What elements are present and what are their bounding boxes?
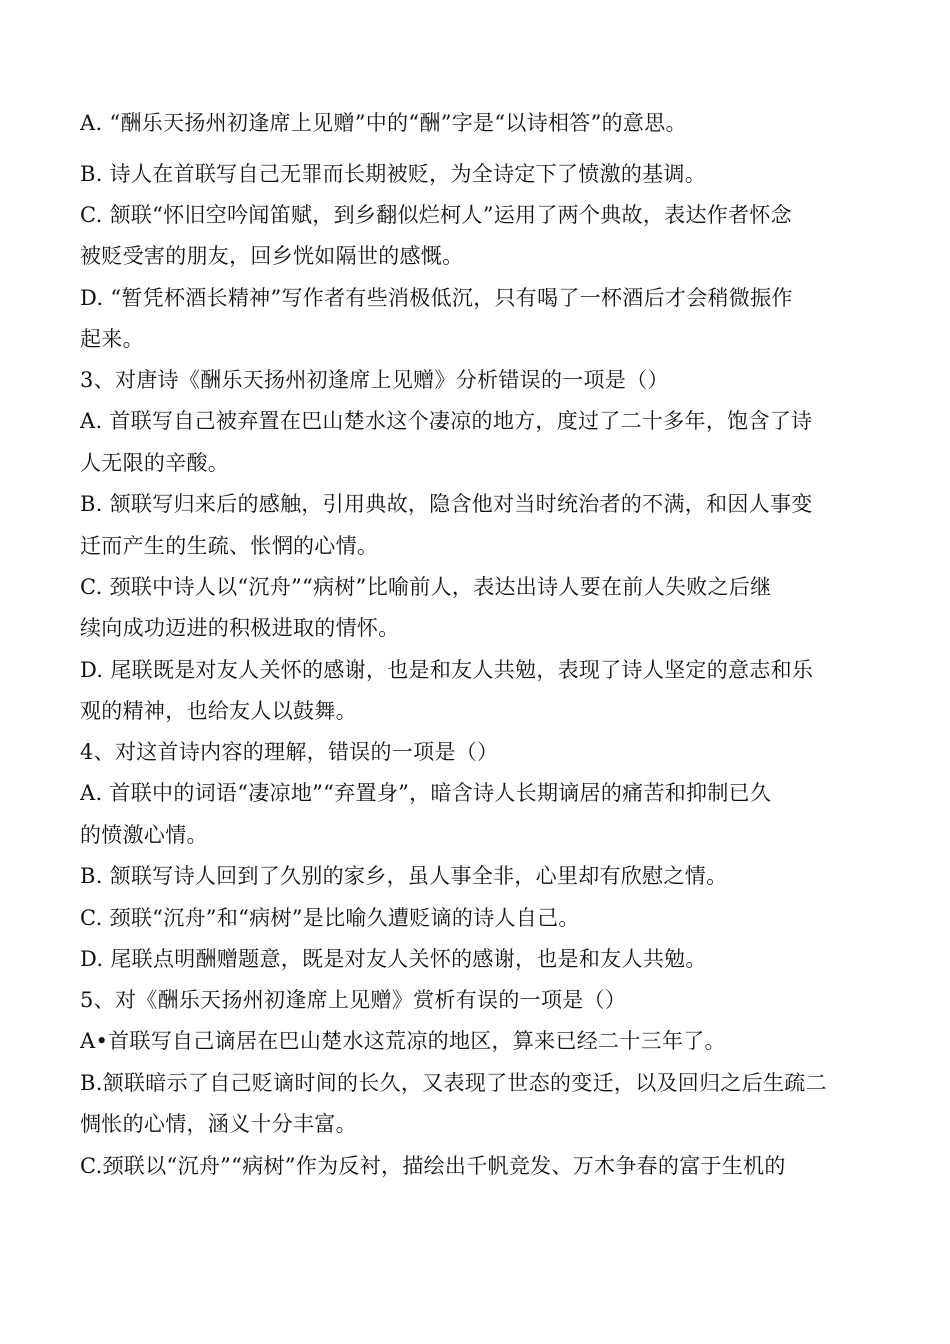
text-line: B. 颔联写归来后的感触，引用典故，隐含他对当时统治者的不满，和因人事变 <box>80 492 813 516</box>
text-line: 人无限的辛酸。 <box>80 451 230 475</box>
text-line: C. 颔联“怀旧空吟闻笛赋，到乡翻似烂柯人”运用了两个典故，表达作者怀念 <box>80 203 792 227</box>
text-line: 迁而产生的生疏、怅惘的心情。 <box>80 534 379 558</box>
text-line: A. 首联写自己被弃置在巴山楚水这个凄凉的地方，度过了二十多年，饱含了诗 <box>80 409 813 433</box>
text-line: 被贬受害的朋友，回乡恍如隔世的感慨。 <box>80 244 464 268</box>
text-line: A. “酬乐天扬州初逢席上见赠”中的“酬”字是“以诗相答”的意思。 <box>80 111 687 135</box>
text-line: B.颔联暗示了自己贬谪时间的长久，又表现了世态的变迁，以及回归之后生疏二 <box>80 1071 827 1095</box>
question-heading: 4、对这首诗内容的理解，错误的一项是（） <box>80 740 499 764</box>
text-line: A. 首联中的词语“凄凉地”“弃置身”，暗含诗人长期谪居的痛苦和抑制已久 <box>80 781 772 805</box>
text-line: C.颈联以“沉舟”“病树”作为反衬，描绘出千帆竞发、万木争春的富于生机的 <box>80 1154 786 1178</box>
text-line: 的愤激心情。 <box>80 823 208 847</box>
text-line: B. 颔联写诗人回到了久别的家乡，虽人事全非，心里却有欣慰之情。 <box>80 864 728 888</box>
text-line: A•首联写自己谪居在巴山楚水这荒凉的地区，算来已经二十三年了。 <box>80 1029 726 1053</box>
text-line: 续向成功迈进的积极进取的情怀。 <box>80 616 400 640</box>
text-line: D. 尾联点明酬赠题意，既是对友人关怀的感谢，也是和友人共勉。 <box>80 947 707 971</box>
text-line: C. 颈联“沉舟”和“病树”是比喻久遭贬谪的诗人自己。 <box>80 906 580 930</box>
question-heading: 5、对《酬乐天扬州初逢席上见赠》赏析有误的一项是（） <box>80 988 627 1012</box>
text-line: 起来。 <box>80 327 144 351</box>
text-line: 观的精神，也给友人以鼓舞。 <box>80 699 357 723</box>
text-line: D. 尾联既是对友人关怀的感谢，也是和友人共勉，表现了诗人坚定的意志和乐 <box>80 658 814 682</box>
text-line: D. “暂凭杯酒长精神”写作者有些消极低沉，只有喝了一杯酒后才会稍微振作 <box>80 286 793 310</box>
text-line: B. 诗人在首联写自己无罪而长期被贬，为全诗定下了愤激的基调。 <box>80 162 707 186</box>
question-heading: 3、对唐诗《酬乐天扬州初逢席上见赠》分析错误的一项是（） <box>80 368 669 392</box>
text-line: C. 颈联中诗人以“沉舟”“病树”比喻前人，表达出诗人要在前人失败之后继 <box>80 575 772 599</box>
text-line: 惆怅的心情，涵义十分丰富。 <box>80 1112 357 1136</box>
